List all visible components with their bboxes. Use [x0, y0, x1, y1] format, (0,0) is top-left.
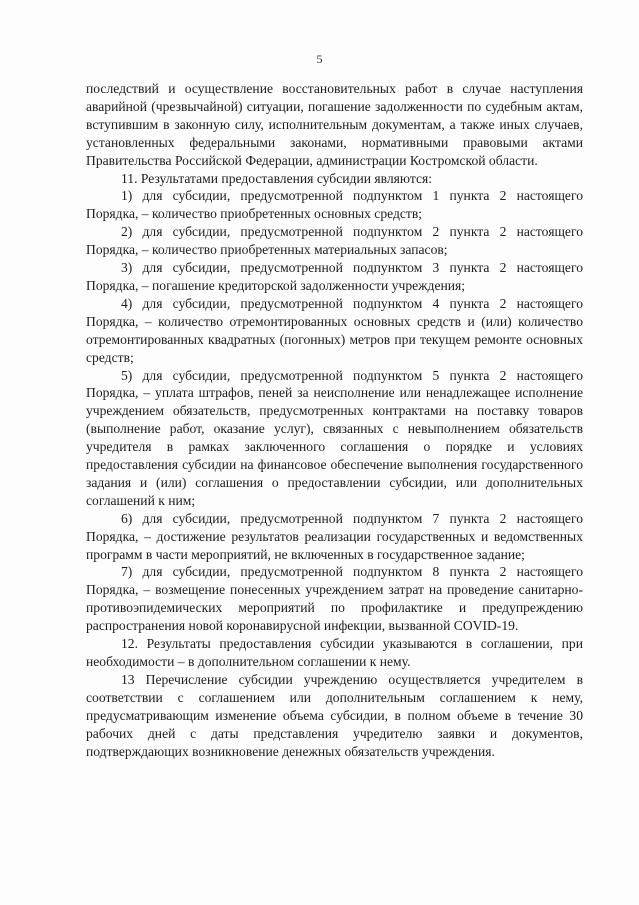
list-item-3: 3) для субсидии, предусмотренной подпунктом 3 пункта 2 настоящего Порядка, – погашение кредиторской задолженности учреждения; [86, 260, 583, 293]
paragraph-continuation: последствий и осуществление восстановительных работ в случае наступления аварийной (чрезвычайной) ситуации, погашение задолженности по судебным актам, вступившим в законную силу, исполнительным документам, а также иных случаев, установленных федеральными законами, нормативными правовыми актами Правительства Российской Федерации, администрации Костромской области. [86, 81, 583, 168]
list-item-4: 4) для субсидии, предусмотренной подпунктом 4 пункта 2 настоящего Порядка, – количество отремонтированных основных средств и (или) количество отремонтированных квадратных (погонных) метров при текущем ремонте основных средств; [86, 295, 583, 365]
paragraph-13: 13 Перечисление субсидии учреждению осуществляется учредителем в соответствии с соглашением или дополнительным соглашением к нему, предусматривающим изменение объема субсидии, в полном объеме в течение 30 рабочих дней с даты представления учредителю заявки и документов, подтверждающих возникновение денежных обязательств учреждения. [86, 671, 583, 759]
list-item-6: 6) для субсидии, предусмотренной подпунктом 7 пункта 2 настоящего Порядка, – достижение результатов реализации государственных и ведомственных программ в части мероприятий, не включенных в государственное задание; [86, 510, 583, 562]
page-number: 5 [316, 52, 323, 66]
list-item-2: 2) для субсидии, предусмотренной подпунктом 2 пункта 2 настоящего Порядка, – количество приобретенных материальных запасов; [86, 224, 583, 258]
list-item-1: 1) для субсидии, предусмотренной подпунктом 1 пункта 2 настоящего Порядка, – количество приобретенных основных средств; [86, 188, 583, 222]
list-item-5: 5) для субсидии, предусмотренной подпунктом 5 пункта 2 настоящего Порядка, – уплата штрафов, пеней за неисполнение или ненадлежащее исполнение учреждением обязательств, предусмотренных контрактами на поставку товаров (выполнение работ, оказание услуг), связанных с невыполнением обязательств учредителя в рамках заключенного соглашения о порядке и условиях предоставления субсидии на финансовое обеспечение выполнения государственного задания и (или) соглашения о предоставлении субсидии, или дополнительных соглашений к ним; [86, 367, 583, 508]
document-body [86, 80, 583, 760]
paragraph-12: 12. Результаты предоставления субсидии указываются в соглашении, при необходимости – в дополнительном соглашении к нему. [86, 636, 583, 669]
list-item-7: 7) для субсидии, предусмотренной подпунктом 8 пункта 2 настоящего Порядка, – возмещение понесенных учреждением затрат на проведение санитарно-противоэпидемических мероприятий по профилактике и предупреждению распространения новой коронавирусной инфекции, вызванной COVID-19. [86, 564, 583, 634]
paragraph-11: 11. Результатами предоставления субсидии являются: [121, 170, 433, 186]
